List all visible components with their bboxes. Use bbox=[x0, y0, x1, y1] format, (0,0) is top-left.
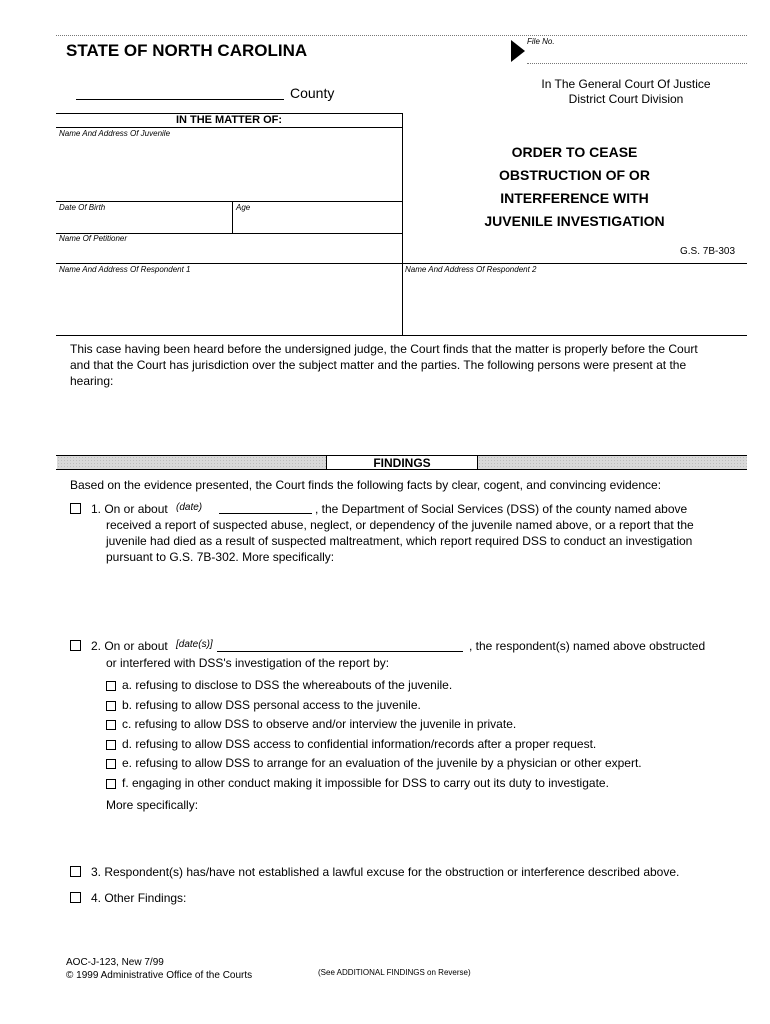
county-field[interactable] bbox=[76, 99, 284, 100]
respondent1-label: Name And Address Of Respondent 1 bbox=[59, 265, 191, 274]
age-field[interactable] bbox=[235, 213, 400, 231]
finding2e-checkbox[interactable] bbox=[106, 759, 116, 769]
finding2c-checkbox[interactable] bbox=[106, 720, 116, 730]
file-no-arrow-icon bbox=[511, 40, 525, 67]
form-number: AOC-J-123, New 7/99 bbox=[66, 957, 164, 968]
finding2d-label: d. refusing to allow DSS access to confidential information/records after a proper request. bbox=[122, 737, 597, 751]
intro-line2: and that the Court has jurisdiction over the subject matter and the parties. The following persons were present at the bbox=[70, 358, 687, 372]
finding1-line4: pursuant to G.S. 7B-302. More specifically: bbox=[106, 550, 335, 564]
title-line3: INTERFERENCE WITH bbox=[500, 190, 649, 206]
finding2a-checkbox[interactable] bbox=[106, 681, 116, 691]
petitioner-label: Name Of Petitioner bbox=[59, 234, 128, 243]
finding2d-checkbox[interactable] bbox=[106, 740, 116, 750]
finding1-details-field[interactable] bbox=[106, 566, 736, 630]
copyright: © 1999 Administrative Office of the Courts bbox=[66, 970, 253, 981]
title-line2: OBSTRUCTION OF OR bbox=[499, 167, 650, 183]
finding2-line2: or interfered with DSS's investigation of the report by: bbox=[106, 656, 390, 670]
findings-shade-right bbox=[478, 456, 747, 469]
finding2c-label: c. refusing to allow DSS to observe and/or interview the juvenile in private. bbox=[122, 717, 517, 731]
finding2-after: , the respondent(s) named above obstructed bbox=[469, 639, 706, 653]
order-title bbox=[402, 141, 747, 233]
juvenile-field[interactable] bbox=[58, 140, 400, 200]
respondent2-field[interactable] bbox=[405, 276, 745, 332]
intro-top-line bbox=[56, 335, 747, 336]
petitioner-field[interactable] bbox=[58, 244, 400, 262]
county-label: County bbox=[290, 85, 335, 101]
finding4-label: 4. Other Findings: bbox=[91, 891, 187, 905]
finding2-details-field[interactable] bbox=[106, 814, 736, 858]
findings-shade-left bbox=[57, 456, 326, 469]
dob-label: Date Of Birth bbox=[59, 203, 106, 212]
title-line4: JUVENILE INVESTIGATION bbox=[484, 213, 665, 229]
finding2-checkbox[interactable] bbox=[70, 640, 81, 651]
file-no-divider bbox=[527, 63, 747, 64]
court-line1: In The General Court Of Justice bbox=[541, 77, 711, 91]
dob-age-divider bbox=[232, 201, 233, 233]
statute-ref: G.S. 7B-303 bbox=[680, 246, 736, 257]
finding2b-label: b. refusing to allow DSS personal access to the juvenile. bbox=[122, 698, 421, 712]
finding4-checkbox[interactable] bbox=[70, 892, 81, 903]
finding2a-label: a. refusing to disclose to DSS the whereabouts of the juvenile. bbox=[122, 678, 453, 692]
respondent1-field[interactable] bbox=[58, 276, 400, 332]
matter-heading-line bbox=[56, 127, 402, 128]
see-reverse-note: (See ADDITIONAL FINDINGS on Reverse) bbox=[318, 968, 471, 977]
finding1-date-field[interactable] bbox=[219, 513, 312, 514]
findings-intro: Based on the evidence presented, the Court finds the following facts by clear, cogent, and convincing evidence: bbox=[70, 478, 662, 492]
finding4-details-field[interactable] bbox=[200, 890, 736, 940]
finding1-num: 1. On or about bbox=[91, 502, 168, 516]
intro-line3: hearing: bbox=[70, 374, 114, 388]
matter-heading: IN THE MATTER OF: bbox=[175, 114, 283, 126]
finding2-num: 2. On or about bbox=[91, 639, 168, 653]
finding2-date-field[interactable] bbox=[217, 651, 463, 652]
finding2f-checkbox[interactable] bbox=[106, 779, 116, 789]
file-no-label: File No. bbox=[527, 37, 555, 46]
intro-line1: This case having been heard before the undersigned judge, the Court finds that the matter is properly before the Court bbox=[70, 342, 698, 356]
dob-field[interactable] bbox=[58, 213, 230, 231]
finding1-checkbox[interactable] bbox=[70, 503, 81, 514]
top-border bbox=[56, 35, 747, 36]
finding2-more: More specifically: bbox=[106, 798, 199, 812]
title-line1: ORDER TO CEASE bbox=[511, 144, 638, 160]
finding2f-label: f. engaging in other conduct making it impossible for DSS to carry out its duty to investigate. bbox=[122, 776, 609, 790]
findings-heading: FINDINGS bbox=[326, 456, 478, 469]
finding1-date-label: (date) bbox=[176, 502, 203, 513]
persons-present-field[interactable] bbox=[120, 373, 740, 451]
juvenile-label: Name And Address Of Juvenile bbox=[59, 129, 171, 138]
respondent2-label: Name And Address Of Respondent 2 bbox=[405, 265, 537, 274]
court-line2: District Court Division bbox=[568, 92, 684, 106]
finding1-after: , the Department of Social Services (DSS) of the county named above bbox=[315, 502, 688, 516]
finding1-line3: juvenile had died as a result of suspected maltreatment, which report required DSS to conduct an investigation bbox=[106, 534, 693, 548]
age-label: Age bbox=[236, 203, 251, 212]
state-heading: STATE OF NORTH CAROLINA bbox=[66, 41, 308, 60]
finding2b-checkbox[interactable] bbox=[106, 701, 116, 711]
finding2e-label: e. refusing to allow DSS to arrange for an evaluation of the juvenile by a physician or other expert. bbox=[122, 756, 642, 770]
dob-top-line bbox=[56, 201, 402, 202]
findings-bottom-line bbox=[56, 469, 747, 470]
respondent-top-line bbox=[56, 263, 747, 264]
finding1-line2: received a report of suspected abuse, neglect, or dependency of the juvenile named above, or a report that the bbox=[106, 518, 694, 532]
finding2-date-label: [date(s)] bbox=[176, 639, 213, 650]
finding3-checkbox[interactable] bbox=[70, 866, 81, 877]
finding3-label: 3. Respondent(s) has/have not established a lawful excuse for the obstruction or interference described above. bbox=[91, 865, 680, 879]
